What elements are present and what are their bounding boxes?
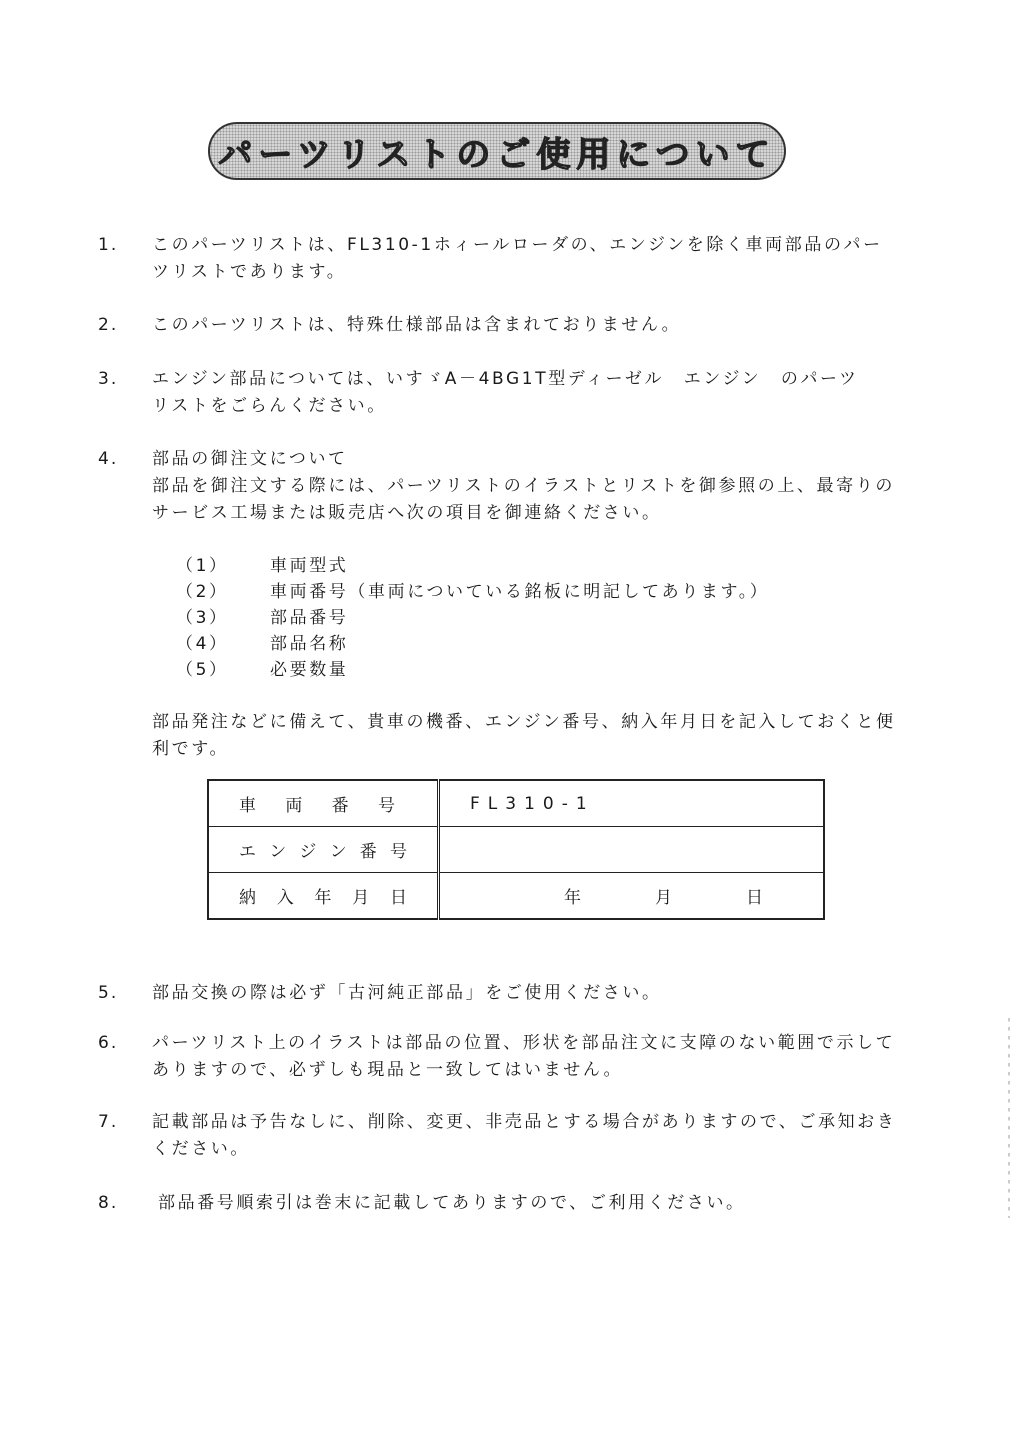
item-number: 2. [98, 315, 119, 335]
item-text: このパーツリストは、FL310-1ホィールローダの、エンジンを除く車両部品のパー [152, 235, 883, 255]
title-banner [208, 122, 786, 180]
table-row [208, 827, 824, 873]
vehicle-info-table [207, 779, 825, 920]
engine-number-value [439, 827, 825, 873]
item-number: 7. [98, 1112, 119, 1132]
order-list-item: （5） 必要数量 [176, 660, 349, 680]
engine-number-label: エ ン ジ ン 番 号 [208, 827, 439, 873]
order-list-item: （1） 車両型式 [176, 556, 349, 576]
order-list-item: （4） 部品名称 [176, 634, 349, 654]
item-number: 4. [98, 449, 119, 469]
vehicle-number-value: FL310-1 [439, 780, 825, 827]
order-list [176, 553, 769, 683]
item-number: 3. [98, 369, 119, 389]
vehicle-number-label: 車 両 番 号 [208, 780, 439, 827]
item-number: 5. [98, 983, 119, 1003]
note-text: 部品発注などに備えて、貴車の機番、エンジン番号、納入年月日を記入しておくと便 利です。 [152, 712, 896, 759]
item-text: ありますので、必ずしも現品と一致してはいません。 [152, 1060, 624, 1080]
order-list-item: （3） 部品番号 [176, 608, 349, 628]
item-text: 部品を御注文する際には、パーツリストのイラストとリストを御参照の上、最寄りの [152, 476, 895, 496]
item-text: このパーツリストは、特殊仕様部品は含まれておりません。 [152, 315, 682, 335]
scan-artifact [1008, 1018, 1010, 1218]
item-number: 8. [98, 1193, 119, 1213]
item-text: 記載部品は予告なしに、削除、変更、非売品とする場合がありますので、ご承知おき [152, 1112, 897, 1132]
item-text: エンジン部品については、いすゞA－4BG1T型ディーゼル エンジン のパーツ [152, 369, 859, 389]
year-unit: 年 [564, 888, 581, 908]
month-unit: 月 [655, 888, 672, 908]
item-text: リストをごらんください。 [152, 396, 387, 416]
item-text: パーツリスト上のイラストは部品の位置、形状を部品注文に支障のない範囲で示して [152, 1033, 896, 1053]
item-number: 1. [98, 235, 119, 255]
table-row [208, 780, 824, 827]
item-text: 部品の御注文について [152, 449, 348, 469]
item-text: 部品番号順索引は巻末に記載してありますので、ご利用ください。 [158, 1193, 746, 1213]
item-text: 部品交換の際は必ず「古河純正部品」をご使用ください。 [152, 983, 662, 1003]
item-text: サービス工場または販売店へ次の項目を御連絡ください。 [152, 503, 662, 523]
day-unit: 日 [746, 888, 763, 908]
item-text: ツリストであります。 [152, 262, 347, 282]
item-text: ください。 [152, 1139, 250, 1159]
item-number: 6. [98, 1033, 119, 1053]
delivery-date-value [439, 873, 825, 920]
delivery-date-label: 納 入 年 月 日 [208, 873, 439, 920]
table-row [208, 873, 824, 920]
order-list-item: （2） 車両番号（車両についている銘板に明記してあります。） [176, 582, 770, 602]
page-title: パーツリストのご使用について [218, 134, 776, 175]
